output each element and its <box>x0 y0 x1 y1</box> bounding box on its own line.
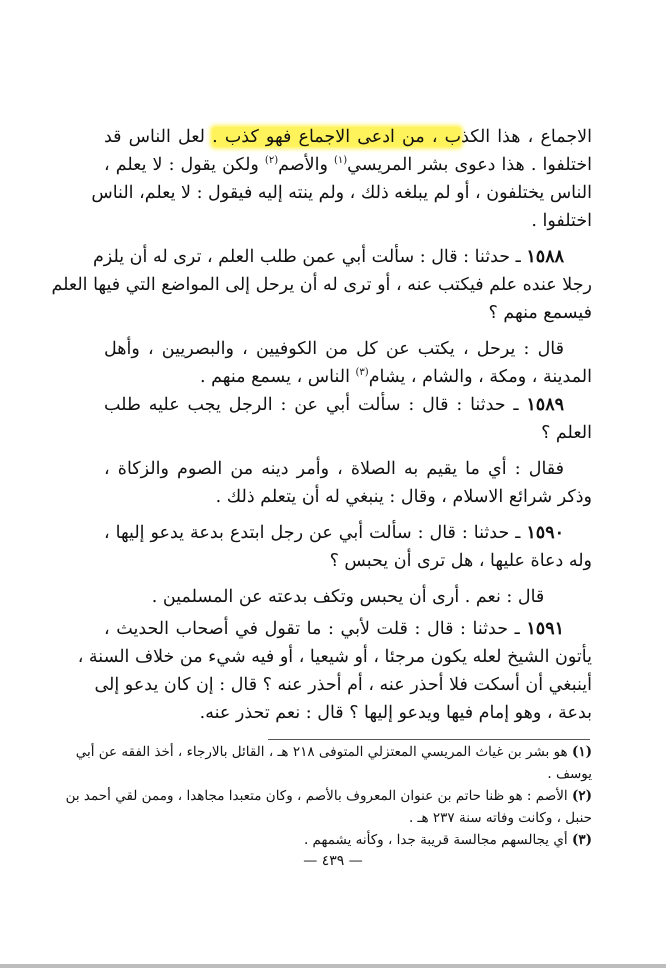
text-run: ـ حدثنا : قال : قلت لأبي : ما تقول في أصحاب الحديث ، <box>104 619 527 639</box>
text-line: يأتون الشيخ لعله يكون مرجئا ، أو شيعيا ، أو فيه شيء من خلاف السنة ، <box>77 647 592 667</box>
text-line: رجلا عنده علم فيكتب عنه ، أو ترى له أن يرحل إلى المواضع التي فيها العلم <box>51 275 592 295</box>
main-text <box>51 123 592 727</box>
paragraph-gap <box>104 511 592 519</box>
text-run: الاجماع ، هذا الكذ <box>461 127 592 147</box>
footnote-2-cont: حنبل ، وكانت وفاته سنة ٢٣٧ هـ . <box>408 810 592 826</box>
footnote-2 <box>65 785 592 807</box>
text-line <box>104 123 592 151</box>
footnote-1-cont: يوسف . <box>547 766 592 782</box>
paragraph-gap <box>104 235 592 243</box>
hadith-1591-line <box>104 615 592 643</box>
footnote-ref-1[interactable]: (١) <box>333 155 348 167</box>
hadith-1588-line <box>92 243 592 271</box>
footnote-3 <box>104 829 592 851</box>
text-run: ـ حدثنا : قال : سألت أبي عن : الرجل يجب عليه طلب <box>104 395 527 415</box>
text-line: وذكر شرائع الاسلام ، وقال : ينبغي له أن يتعلم ذلك . <box>215 487 592 507</box>
hadith-number: ١٥٩٠ <box>526 523 564 543</box>
hadith-number: ١٥٨٩ <box>526 395 564 415</box>
text-run: ـ حدثنا : قال : سألت أبي عمن طلب العلم ، ترى له أن يلزم <box>92 247 527 267</box>
text-line: وله دعاة عليها ، هل ترى أن يحبس ؟ <box>329 551 592 571</box>
text-line: فقال : أي ما يقيم به الصلاة ، وأمر دينه من الصوم والزكاة ، <box>104 459 564 479</box>
hadith-1590-line <box>104 519 592 547</box>
text-run: ـ حدثنا : قال : سألت أبي عن رجل ابتدع بدعة يدعو إليها ، <box>104 523 527 543</box>
hadith-number: ١٥٨٨ <box>526 247 564 267</box>
text-run: اختلفوا . هذا دعوى بشر المريسي <box>347 155 592 175</box>
text-run: الأصم : هو ظنا حاتم بن عنوان المعروف بالأصم ، وكان متعبدا مجاهدا ، وممن لقي أحمد بن <box>65 788 572 804</box>
hadith-number: ١٥٩١ <box>526 619 564 639</box>
text-run: هو بشر بن غياث المريسي المعتزلي المتوفى ٢١٨ هـ ، القائل بالارجاء ، أخذ الفقه عن أبي <box>75 744 572 760</box>
paragraph-gap <box>104 575 592 583</box>
text-line: اختلفوا . <box>531 211 592 231</box>
footnote-ref-3[interactable]: (٣) <box>355 367 369 379</box>
page-number: — ٤٣٩ — <box>303 853 363 869</box>
text-line: بدعة ، وهو إمام فيها ويدعو إليها ؟ قال : نعم تحذر عنه. <box>199 703 592 723</box>
text-run: أي يجالسهم مجالسة قريبة جدا ، وكأنه يشمهم . <box>303 832 572 848</box>
footnote-marker: (١) <box>571 744 592 760</box>
text-line <box>104 151 592 179</box>
hadith-1589-line <box>104 391 592 419</box>
text-run: والأصم <box>278 155 334 175</box>
text-line: أينبغي أن أسكت فلا أحذر عنه ، أم أحذر عنه ؟ قال : إن كان يدعو إلى <box>94 675 592 695</box>
text-line: العلم ؟ <box>541 423 592 443</box>
text-line <box>104 363 592 391</box>
footnote-marker: (٢) <box>571 788 592 804</box>
text-run: لعل الناس قد <box>104 127 213 147</box>
paragraph-gap <box>104 327 592 335</box>
text-run: ولكن يقول : لا يعلم ، <box>104 155 265 175</box>
text-line: الناس يختلفون ، أو لم يبلغه ذلك ، ولم ينته إليه فيقول : لا يعلم، الناس <box>91 183 592 203</box>
text-run: الناس ، يسمع منهم . <box>200 367 356 387</box>
text-line: فيسمع منهم ؟ <box>488 303 592 323</box>
footnote-marker: (٣) <box>571 832 592 848</box>
text-run: المدينة ، ومكة ، والشام ، يشام <box>368 367 592 387</box>
footnote-separator <box>268 739 590 740</box>
text-line: قال : يرحل ، يكتب عن كل من الكوفيين ، والبصريين ، وأهل <box>104 339 564 359</box>
footnote-1 <box>75 741 592 763</box>
page-bottom-edge <box>0 964 666 968</box>
paragraph-gap <box>104 447 592 455</box>
footnote-ref-2[interactable]: (٢) <box>264 155 279 167</box>
footnotes <box>65 741 592 851</box>
text-line: قال : نعم . أرى أن يحبس وتكف بدعته عن المسلمين . <box>151 587 545 607</box>
highlighted-text[interactable]: ب ، من ادعى الاجماع فهو كذب . <box>212 127 462 147</box>
